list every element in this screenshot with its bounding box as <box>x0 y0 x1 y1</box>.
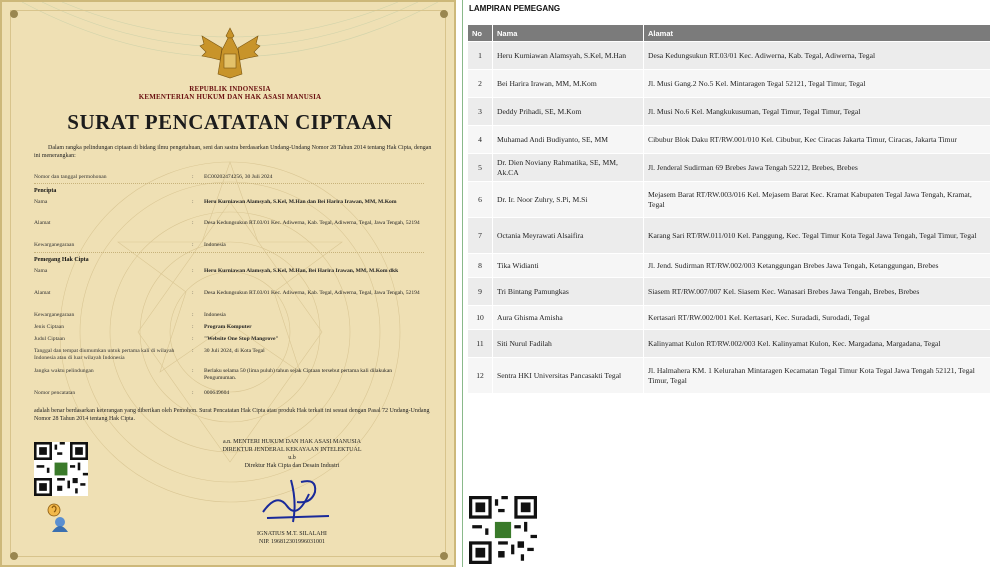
value-kewarganegaraan: Indonesia <box>204 242 226 248</box>
value-pencatatan: 000649604 <box>204 390 230 396</box>
label-kewarganegaraan: Kewarganegaraan <box>34 242 75 248</box>
cell-nama: Deddy Prihadi, SE, M.Kom <box>493 98 644 126</box>
cell-nama: Tika Widianti <box>493 254 644 278</box>
republic-heading: REPUBLIK INDONESIA <box>189 85 271 93</box>
colon: : <box>192 268 194 274</box>
header-alamat: Alamat <box>644 25 991 42</box>
cell-alamat: Karang Sari RT/RW.011/010 Kel. Panggung, Kec. Tegal Timur Kota Tegal Jawa Tengah, Tegal Timur, Tegal <box>644 218 991 254</box>
header-no: No <box>468 25 493 42</box>
cell-nama: Heru Kurniawan Alamsyah, S.Kel, M.Han <box>493 42 644 70</box>
cell-alamat: Cibubur Blok Daku RT/RW.001/010 Kel. Cibubur, Kec Ciracas Jakarta Timur, Ciracas, Jakarta Timur <box>644 126 991 154</box>
divider <box>34 252 424 253</box>
label-nomor: Nomor dan tanggal permohonan <box>34 174 107 180</box>
label-nama-pemegang: Nama <box>34 268 48 274</box>
table-row <box>468 358 991 394</box>
cell-no: 10 <box>468 306 493 330</box>
table-row <box>468 98 991 126</box>
colon: : <box>192 290 194 296</box>
header-nama: Nama <box>493 25 644 42</box>
certificate-title: SURAT PENCATATAN CIPTAAN <box>67 110 393 134</box>
cell-alamat: Jl. Halmahera KM. 1 Kelurahan Mintaragen Kecamatan Tegal Timur Kota Tegal Jawa Tengah 52121, Tegal Timur, Tegal <box>644 358 991 394</box>
corner-pin <box>440 552 448 560</box>
colon: : <box>192 242 194 248</box>
cell-no: 5 <box>468 154 493 182</box>
cell-alamat: Jl. Musi Gang.2 No.5 Kel. Mintaragen Tegal 52121, Tegal Timur, Tegal <box>644 70 991 98</box>
cell-no: 8 <box>468 254 493 278</box>
cell-nama: Siti Nurul Fadilah <box>493 330 644 358</box>
cell-no: 7 <box>468 218 493 254</box>
colon: : <box>192 312 194 318</box>
sign-line-2: DIREKTUR JENDERAL KEKAYAAN INTELEKTUAL <box>222 447 362 453</box>
value-nama: Heru Kurniawan Alamsyah, S.Kel, M.Han dan Bei Harira Irawan, MM, M.Kom <box>204 199 397 205</box>
value-alamat: Desa Kedungsukun RT.03/01 Kec. Adiwerna, Kab. Tegal, Adiwerna, Tegal, Jawa Tengah, 52194 <box>204 220 420 226</box>
signatory-name: IGNATIUS M.T. SILALAHI <box>257 531 327 537</box>
cell-no: 11 <box>468 330 493 358</box>
cell-nama: Aura Ghisma Amisha <box>493 306 644 330</box>
cell-alamat: Desa Kedungsukun RT.03/01 Kec. Adiwerna, Kab. Tegal, Adiwerna, Tegal <box>644 42 991 70</box>
section-pencipta: Pencipta <box>34 188 57 194</box>
table-row <box>468 42 991 70</box>
table-row <box>468 278 991 306</box>
cell-nama: Sentra HKI Universitas Pancasakti Tegal <box>493 358 644 394</box>
table-row <box>468 306 991 330</box>
cell-nama: Dr. Dien Noviany Rahmatika, SE, MM, Ak.CA <box>493 154 644 182</box>
cell-no: 1 <box>468 42 493 70</box>
label-pencatatan: Nomor pencatatan <box>34 390 76 396</box>
value-nomor: EC00202474256, 30 Juli 2024 <box>204 174 273 180</box>
qr-code <box>469 496 537 564</box>
cell-alamat: Jl. Jenderal Sudirman 69 Brebes Jawa Tengah 52212, Brebes, Brebes <box>644 154 991 182</box>
cell-no: 2 <box>468 70 493 98</box>
cell-no: 3 <box>468 98 493 126</box>
table-header-row <box>468 25 991 42</box>
label-kewarganegaraan-pemegang: Kewarganegaraan <box>34 312 75 318</box>
cell-nama: Octania Meyrawati Alsaifira <box>493 218 644 254</box>
value-kewarganegaraan-pemegang: Indonesia <box>204 312 226 318</box>
user-info-icon <box>42 502 70 532</box>
attachment-page <box>462 0 998 567</box>
intro-text: Dalam rangka pelindungan ciptaan di bidang ilmu pengetahuan, seni dan sastra berdasarkan Undang-Undang Nomor 28 Tahun 2014 tentang Hak Cipta, dengan ini menerangkan: <box>34 145 432 159</box>
colon: : <box>192 368 194 374</box>
table-row <box>468 254 991 278</box>
corner-pin <box>10 10 18 18</box>
table-row <box>468 182 991 218</box>
closing-text: adalah benar berdasarkan keterangan yang diberikan oleh Pemohon. Surat Pencatatan Hak Cipta atau produk Hak terkait ini sesuai dengan Pasal 72 Undang-Undang Nomor 28 Tahun 2014 tentang Hak Cipta. <box>34 408 430 422</box>
colon: : <box>192 348 194 354</box>
value-jenis: Program Komputer <box>204 324 252 330</box>
label-nama: Nama <box>34 199 48 205</box>
value-tanggal: 30 Juli 2024, di Kota Tegal <box>204 348 265 354</box>
corner-pin <box>440 10 448 18</box>
label-alamat: Alamat <box>34 220 51 226</box>
table-row <box>468 70 991 98</box>
value-nama-pemegang: Heru Kurniawan Alamsyah, S.Kel, M.Han, Bei Harira Irawan, MM, M.Kom dkk <box>204 268 399 274</box>
divider <box>34 183 424 184</box>
cell-no: 12 <box>468 358 493 394</box>
cell-alamat: Mejasem Barat RT/RW.003/016 Kel. Mejasem Barat Kec. Kramat Kabupaten Tegal Jawa Tengah, Kramat, Tegal <box>644 182 991 218</box>
ministry-heading: KEMENTERIAN HUKUM DAN HAK ASASI MANUSIA <box>138 93 322 101</box>
colon: : <box>192 336 194 342</box>
cell-nama: Dr. Ir. Noor Zuhry, S.Pi, M.Si <box>493 182 644 218</box>
colon: : <box>192 199 194 205</box>
table-row <box>468 330 991 358</box>
cell-no: 4 <box>468 126 493 154</box>
qr-code <box>34 442 88 496</box>
section-pemegang: Pemegang Hak Cipta <box>34 257 89 263</box>
signatory-block <box>192 438 392 470</box>
cell-alamat: Kalinyamat Kulon RT/RW.002/003 Kel. Kalinyamat Kulon, Kec. Margadana, Margadana, Tegal <box>644 330 991 358</box>
label-judul: Judul Ciptaan <box>34 336 65 342</box>
holders-table <box>467 24 991 394</box>
label-jangka: Jangka waktu pelindungan <box>34 368 94 374</box>
cell-no: 6 <box>468 182 493 218</box>
value-judul: "Website One Stop Mangrove" <box>204 336 279 342</box>
sign-line-1: a.n. MENTERI HUKUM DAN HAK ASASI MANUSIA <box>223 439 361 445</box>
signatory-nip: NIP. 196812301996031001 <box>258 539 325 545</box>
value-alamat-pemegang: Desa Kedungsukun RT.03/01 Kec. Adiwerna, Kab. Tegal, Adiwerna, Tegal, Jawa Tengah, 52194 <box>204 290 420 296</box>
cell-alamat: Kertasari RT/RW.002/001 Kel. Kertasari, Kec. Suradadi, Surodadi, Tegal <box>644 306 991 330</box>
cell-alamat: Jl. Jend. Sudirman RT/RW.002/003 Ketanggungan Brebes Jawa Tengah, Ketanggungan, Brebes <box>644 254 991 278</box>
table-row <box>468 218 991 254</box>
garuda-emblem <box>198 24 262 82</box>
colon: : <box>192 174 194 180</box>
label-alamat-pemegang: Alamat <box>34 290 51 296</box>
label-tanggal: Tanggal dan tempat diumumkan untuk pertama kali di wilayah Indonesia atau di luar wilayah Indonesia <box>34 348 175 361</box>
colon: : <box>192 324 194 330</box>
cell-nama: Muhamad Andi Budiyanto, SE, MM <box>493 126 644 154</box>
cell-nama: Tri Bintang Pamungkas <box>493 278 644 306</box>
cell-alamat: Jl. Musi No.6 Kel. Mangkukusuman, Tegal Timur, Tegal Timur, Tegal <box>644 98 991 126</box>
sign-line-4: Direktur Hak Cipta dan Desain Industri <box>244 463 340 469</box>
signature <box>257 472 337 526</box>
table-row <box>468 126 991 154</box>
attachment-title: LAMPIRAN PEMEGANG <box>469 4 561 13</box>
cell-nama: Bei Harira Irawan, MM, M.Kom <box>493 70 644 98</box>
cell-no: 9 <box>468 278 493 306</box>
colon: : <box>192 220 194 226</box>
cell-alamat: Siasem RT/RW.007/007 Kel. Siasem Kec. Wanasari Brebes Jawa Tengah, Brebes, Brebes <box>644 278 991 306</box>
signatory-name-block <box>192 530 392 546</box>
label-jenis: Jenis Ciptaan <box>34 324 64 330</box>
certificate <box>0 0 456 567</box>
sign-line-3: u.b <box>288 455 296 461</box>
table-row <box>468 154 991 182</box>
corner-pin <box>10 552 18 560</box>
colon: : <box>192 390 194 396</box>
value-jangka: Berlaku selama 50 (lima puluh) tahun sejak Ciptaan tersebut pertama kali dilakukan Pengumuman. <box>204 368 393 381</box>
